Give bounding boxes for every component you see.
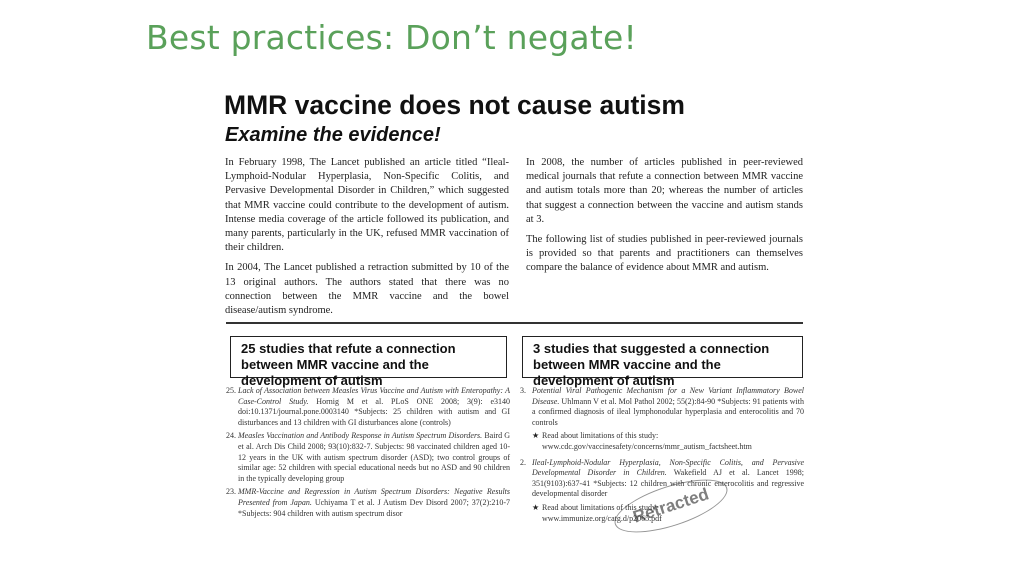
paragraph: In February 1998, The Lancet published an article titled “Ileal-Lymphoid-Nodular Hyperplasia, Non-Specific Colitis, and Pervasive Developmental Disorder in Children,” which suggested that MMR vaccine could contribute to the development of autism. Intense media coverage of the article followed its publication, and many parents, particularly in the UK, refused MMR vaccination of their children. bbox=[225, 157, 509, 254]
suggest-studies-box: 3 studies that suggested a connection between MMR vaccine and the development of autism bbox=[522, 336, 803, 378]
note-url: www.immunize.org/catg.d/p2065.pdf bbox=[542, 513, 662, 523]
retracted-stamp: Retracted bbox=[609, 469, 734, 544]
reference-title: MMR-Vaccine and Regression in Autism Spectrum Disorders: Negative Results Presented from Japan. bbox=[238, 487, 510, 507]
refute-studies-box: 25 studies that refute a connection between MMR vaccine and the development of autism bbox=[230, 336, 507, 378]
left-column-text bbox=[225, 156, 509, 324]
note-label: Read about limitations of this study: bbox=[542, 502, 659, 512]
divider-rule bbox=[226, 322, 803, 324]
reference-details: Uchiyama T et al. J Autism Dev Disord 2007; 37(2):210-7 *Subjects: 904 children with autism spectrum disor bbox=[238, 497, 510, 518]
reference-title: Potential Viral Pathogenic Mechanism for a New Variant Inflammatory Bowel Disease. bbox=[532, 386, 804, 406]
reference-details: Uhlmann V et al. Mol Pathol 2002; 55(2):84-90 *Subjects: 91 patients with a confirmed diagnosis of ileal lymphonodular hyperplasia and enterocolitis and 70 controls bbox=[532, 396, 804, 427]
paragraph: The following list of studies published in peer-reviewed journals is provided so that parents and practitioners can themselves compare the balance of evidence about MMR and autism. bbox=[526, 234, 803, 274]
refute-reference-list bbox=[226, 386, 510, 522]
document-image bbox=[222, 88, 807, 576]
document-subheadline: Examine the evidence! bbox=[225, 124, 441, 146]
note-label: Read about limitations of this study: bbox=[542, 431, 659, 441]
reference-details: Wakefield AJ et al. Lancet 1998; 351(9103):637-41 *Subjects: 12 children with chronic enterocolitis and regressive developmental disorder bbox=[532, 468, 805, 499]
reference-title: Measles Vaccination and Antibody Response in Autism Spectrum Disorders. bbox=[238, 431, 483, 441]
reference-item bbox=[226, 431, 510, 484]
reference-number: 24. bbox=[226, 431, 236, 441]
limitations-note bbox=[520, 431, 804, 452]
reference-title: Ileal-Lymphoid-Nodular Hyperplasia, Non-Specific Colitis, and Pervasive Developmental Disorder in Children. bbox=[532, 457, 804, 478]
star-icon: ★ bbox=[532, 502, 540, 512]
reference-number: 3. bbox=[520, 386, 526, 395]
slide-title: Best practices: Don’t negate! bbox=[146, 18, 637, 57]
reference-number: 23. bbox=[226, 487, 236, 497]
reference-item bbox=[226, 386, 510, 428]
paragraph: In 2004, The Lancet published a retraction submitted by 10 of the 13 original authors. The authors stated that there was no connection between the MMR vaccine and the bowel disease/autism syndrome. bbox=[225, 262, 509, 317]
document-headline: MMR vaccine does not cause autism bbox=[224, 90, 685, 120]
reference-details: Hornig M et al. PLoS ONE 2008; 3(9): e3140 doi:10.1371/journal.pone.0003140 *Subjects: 25 children with autism and GI disturbances and 13 children with GI disturbances alone (controls) bbox=[238, 396, 511, 427]
note-url: www.cdc.gov/vaccinesafety/concerns/mmr_autism_factsheet.htm bbox=[542, 441, 752, 451]
reference-number: 25. bbox=[226, 386, 236, 395]
reference-number: 2. bbox=[520, 457, 526, 467]
reference-details: Baird G et al. Arch Dis Child 2008; 93(10):832-7. Subjects: 98 vaccinated children aged 10-12 years in the UK with autism spectrum disorder (ASD); two control groups of similar age: 52 children with special educational needs but no ASD and 90 children in the typically developing group bbox=[238, 431, 510, 483]
reference-title: Lack of Association between Measles Virus Vaccine and Autism with Enteropathy: A Case-Control Study. bbox=[238, 386, 510, 406]
reference-item bbox=[520, 386, 804, 428]
reference-item bbox=[226, 487, 510, 519]
paragraph: In 2008, the number of articles published in peer-reviewed medical journals that refute a connection between MMR vaccine and autism totals more than 20; whereas the number of articles that suggest a connection between the vaccine and autism stands at 3. bbox=[526, 157, 803, 225]
right-column-text bbox=[526, 156, 803, 282]
star-icon: ★ bbox=[532, 431, 540, 441]
